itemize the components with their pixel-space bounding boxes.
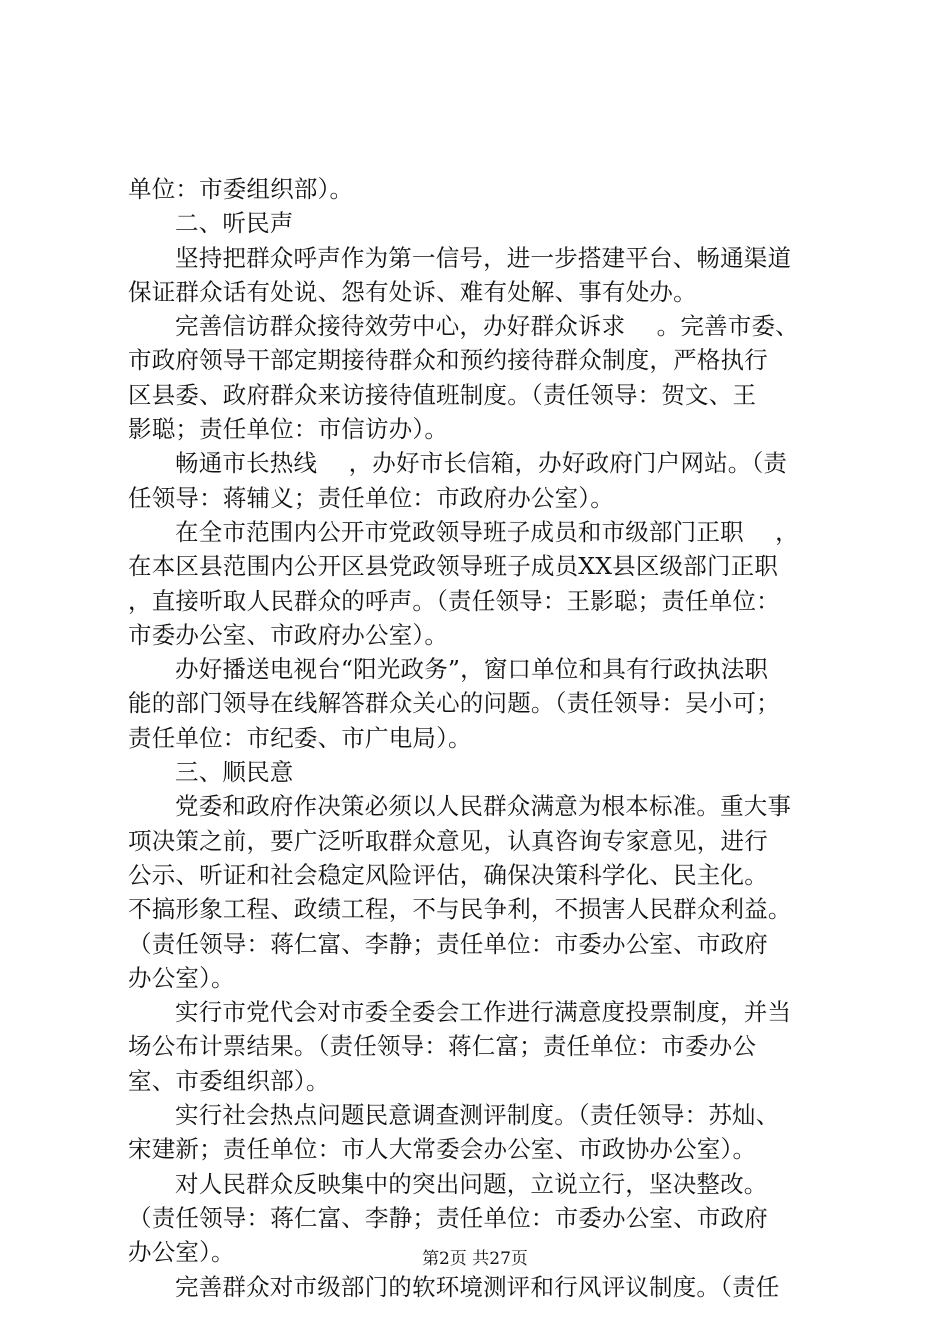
- text-line: 办公室）。: [128, 963, 235, 992]
- text-line: 保证群众话有处说、怨有处诉、难有处解、事有处办。: [128, 277, 697, 306]
- text-line: 党委和政府作决策必须以人民群众满意为根本标准。重大事: [175, 792, 792, 821]
- text-line: 市政府领导干部定期接待群众和预约接待群众制度，严格执行: [128, 346, 768, 375]
- text-line: 完善信访群众接待效劳中心，办好群众诉求 。完善市委、: [175, 312, 799, 341]
- text-line: 办公室）。: [128, 1238, 235, 1267]
- text-line: （责任领导：蒋仁富、李静；责任单位：市委办公室、市政府: [128, 929, 768, 958]
- text-line: 项决策之前，要广泛听取群众意见，认真咨询专家意见，进行: [128, 826, 768, 855]
- text-line: ，直接听取人民群众的呼声。（责任领导：王影聪；责任单位：: [128, 586, 780, 615]
- text-line: 影聪；责任单位：市信访办）。: [128, 415, 449, 444]
- text-line: （责任领导：蒋仁富、李静；责任单位：市委办公室、市政府: [128, 1203, 768, 1232]
- text-line: 不搞形象工程、政绩工程，不与民争利，不损害人民群众利益。: [128, 895, 792, 924]
- text-line: 区县委、政府群众来访接待值班制度。（责任领导：贺文、王: [128, 380, 757, 409]
- text-line: 能的部门领导在线解答群众关心的问题。（责任领导：吴小可；: [128, 689, 780, 718]
- text-line: 在本区县范围内公开区县党政领导班子成员XX县区级部门正职: [128, 552, 779, 581]
- text-line: 市委办公室、市政府办公室）。: [128, 620, 449, 649]
- text-line: 实行市党代会对市委全委会工作进行满意度投票制度，并当: [175, 998, 792, 1027]
- text-line: 公示、听证和社会稳定风险评估，确保决策科学化、民主化。: [128, 860, 768, 889]
- text-line: 单位：市委组织部）。: [128, 175, 354, 203]
- text-line: 在全市范围内公开市党政领导班子成员和市级部门正职 ，: [175, 517, 799, 546]
- text-line: 场公布计票结果。（责任领导：蒋仁富；责任单位：市委办公: [128, 1032, 757, 1061]
- text-line: 实行社会热点问题民意调查测评制度。（责任领导：苏灿、: [175, 1101, 780, 1130]
- page-footer: 第2页 共27页: [422, 1249, 528, 1269]
- text-line: 任领导：蒋辅义；责任单位：市政府办公室）。: [128, 483, 614, 512]
- text-line: 办好播送电视台“阳光政务”，窗口单位和具有行政执法职: [175, 655, 769, 684]
- text-line: 室、市委组织部）。: [128, 1066, 330, 1095]
- text-line: 二、听民声: [175, 209, 294, 238]
- text-line: 畅通市长热线 ，办好市长信箱，办好政府门户网站。（责: [175, 449, 788, 478]
- document-body: [128, 172, 836, 1304]
- text-line: 对人民群众反映集中的突出问题，立说立行，坚决整改。: [175, 1169, 768, 1198]
- text-line: 坚持把群众呼声作为第一信号，进一步搭建平台、畅通渠道: [175, 243, 792, 272]
- text-line: 责任单位：市纪委、市广电局）。: [128, 723, 472, 752]
- text-line: 完善群众对市级部门的软环境测评和行风评议制度。（责任: [175, 1272, 780, 1301]
- text-line: 宋建新；责任单位：市人大常委会办公室、市政协办公室）。: [128, 1135, 757, 1164]
- text-line: 三、顺民意: [175, 758, 294, 787]
